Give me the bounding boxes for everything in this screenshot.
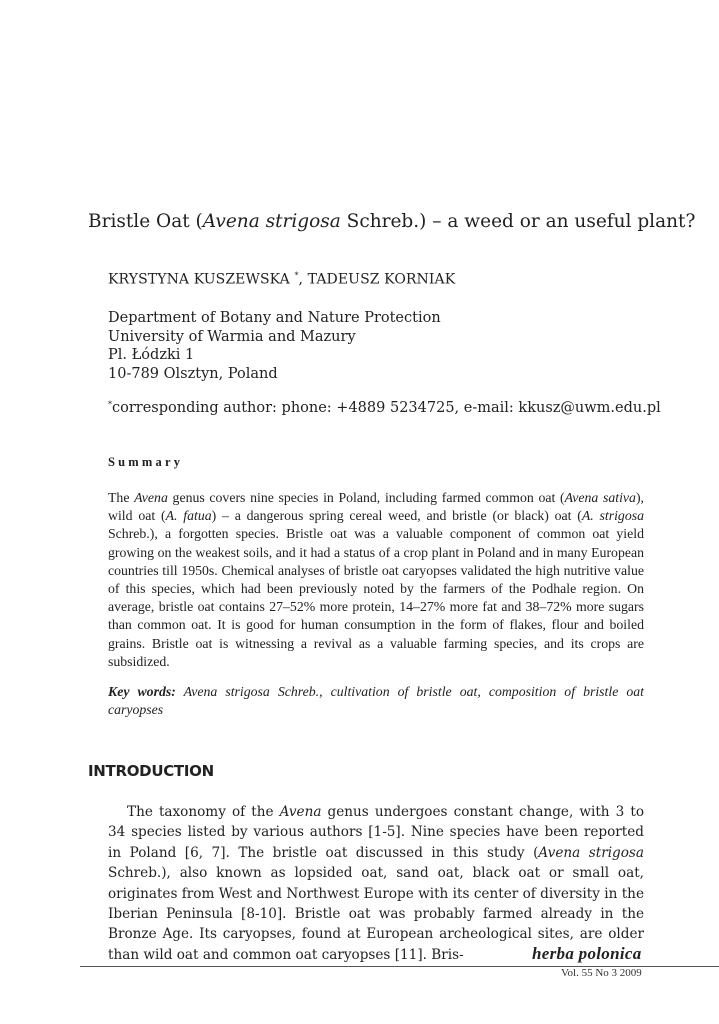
introduction-text: The taxonomy of the Avena genus undergoes constant change, with 3 to 34 species listed by various authors [1-5]. Nine species have been reported in Poland [6, 7]. The bristle oat discussed in this study (Avena strigosa Schreb.), also known as lopsided oat, sand oat, black oat or small oat, originates from West and Northwest Europe with its center of diversity in the Iberian Peninsula [8-10]. Bristle oat was probably farmed already in the Bronze Age. Its caryopses, found at European archeological sites, are older than wild oat and common oat caryopses [11]. Bris- xyxy=(108,804,645,963)
corresponding-author xyxy=(108,400,661,416)
author-2: , TADEUSZ KORNIAK xyxy=(298,271,456,288)
keywords-text: Avena strigosa Schreb., cultivation of bristle oat, composition of bristle oat caryopses xyxy=(108,684,644,718)
title-text-1: Bristle Oat ( xyxy=(88,211,203,232)
keywords xyxy=(108,683,644,719)
summary-text: The Avena genus covers nine species in Poland, including farmed common oat (Avena sativa), wild oat (A. fatua) – a dangerous spring cereal weed, and bristle (or black) oat (A. strigosa Schreb.), a forgotten species. Bristle oat was a valuable component of common oat yield growing on the weakest soils, and it had a status of a crop plant in Poland and in many European countries till 1950s. Chemical analyses of bristle oat caryopses validated the high nutritive value of this species, which had been previously noted by the farmers of the Podhale region. On average, bristle oat contains 27–52% more protein, 14–27% more fat and 38–72% more sugars than common oat. It is good for human consumption in the form of flakes, flour and boiled grains. Bristle oat is witnessing a revival as a valuable farming species, and its crops are subsidized. xyxy=(108,490,644,669)
corresponding-asterisk: * xyxy=(108,400,112,409)
affiliation-street: Pl. Łódzki 1 xyxy=(108,347,195,363)
journal-volume: Vol. 55 No 3 2009 xyxy=(561,967,642,979)
title-text-2: Schreb.) – a weed or an useful plant? xyxy=(340,211,696,232)
authors xyxy=(108,271,455,288)
affiliation-city: 10-789 Olsztyn, Poland xyxy=(108,365,278,382)
author-asterisk: * xyxy=(294,271,299,280)
affiliation xyxy=(108,309,441,383)
article-title xyxy=(88,211,696,232)
author-1: KRYSTYNA KUSZEWSKA xyxy=(108,271,290,288)
keywords-label: Key words: xyxy=(108,684,176,699)
summary-heading: Summary xyxy=(108,455,184,469)
affiliation-university: University of Warmia and Mazury xyxy=(108,328,356,345)
journal-logo: herba polonica xyxy=(532,944,642,963)
affiliation-department: Department of Botany and Nature Protection xyxy=(108,310,441,326)
corresponding-text: corresponding author: phone: +4889 5234725, e-mail: kkusz@uwm.edu.pl xyxy=(112,400,661,416)
introduction-heading: INTRODUCTION xyxy=(88,762,214,780)
title-species-name: Avena strigosa xyxy=(202,211,341,232)
